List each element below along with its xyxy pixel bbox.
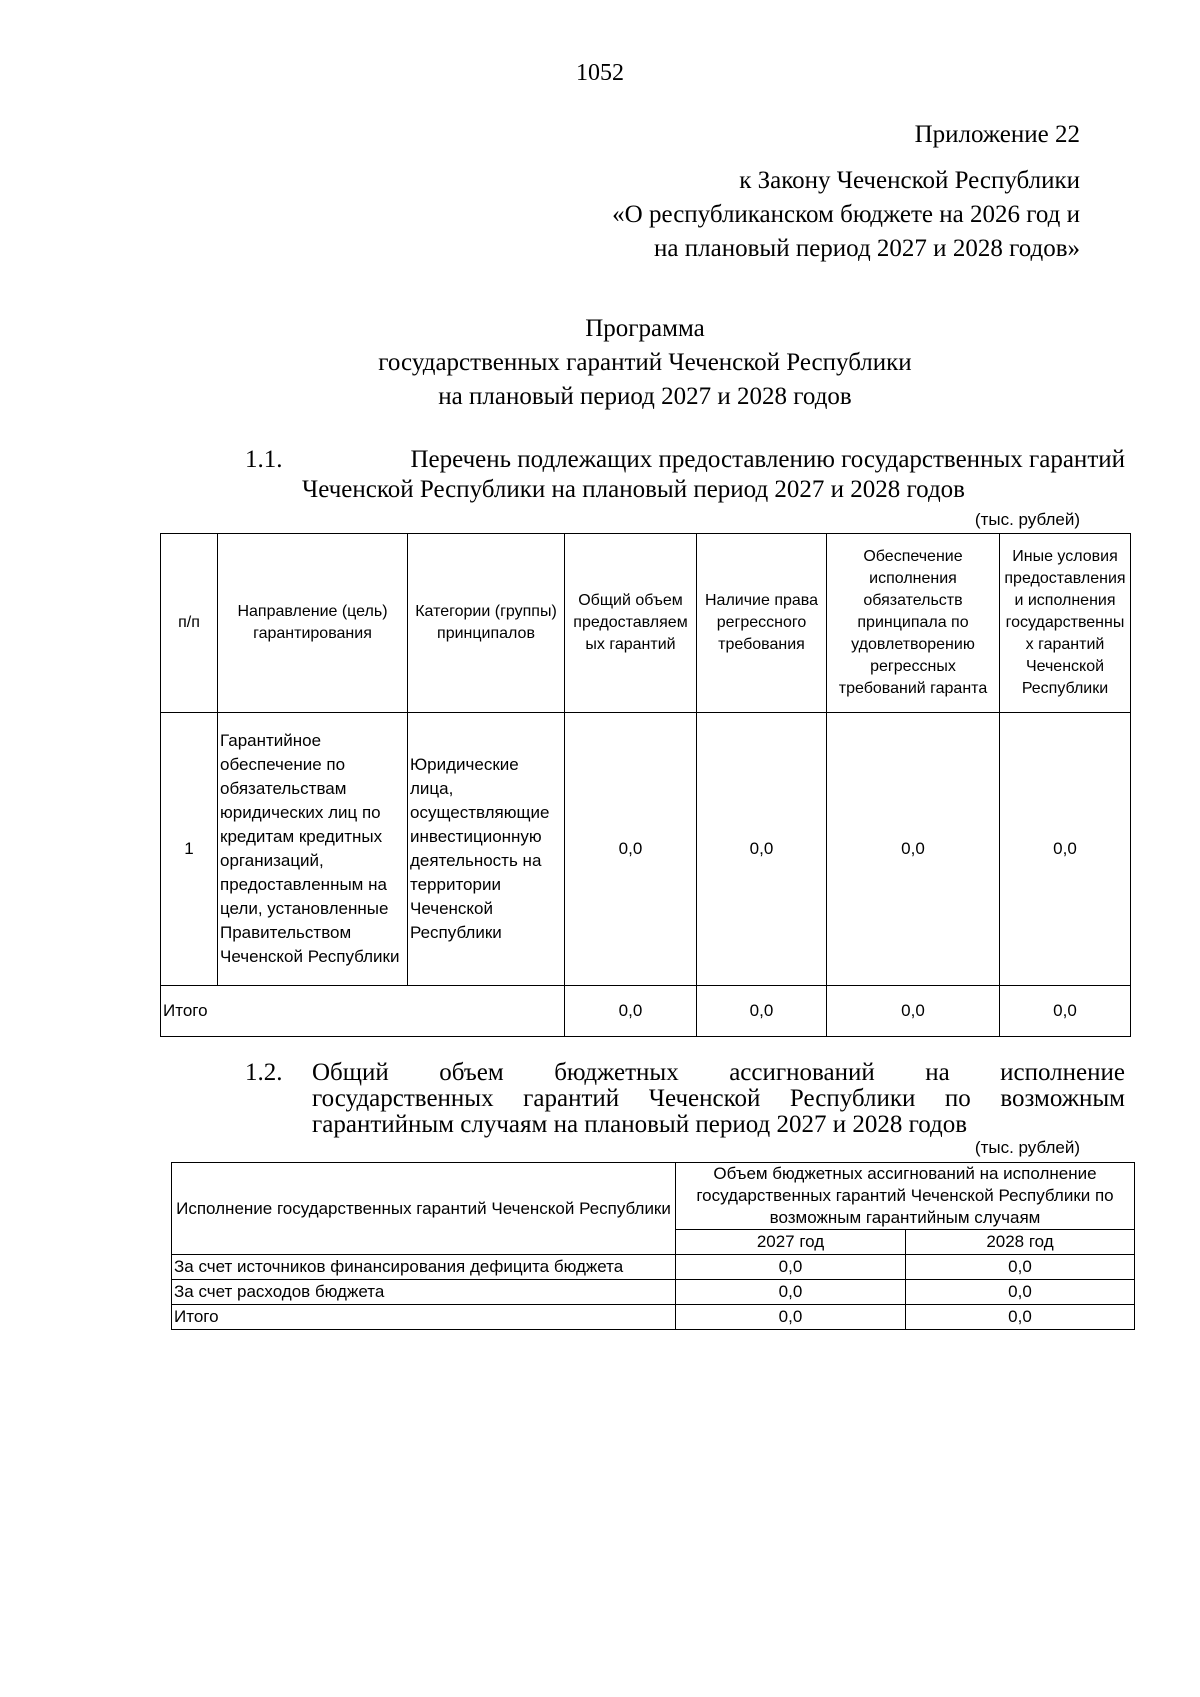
allocations-header-row [172, 1163, 1135, 1230]
section-2-number: 1.2. [245, 1059, 283, 1086]
section-2-line-3: гарантийным случаям на плановый период 2027 и 2028 годов [312, 1111, 968, 1138]
section-1-units: (тыс. рублей) [974, 510, 1080, 529]
allocation-2028: 0,0 [906, 1255, 1135, 1280]
table-row [172, 1305, 1135, 1330]
table-total-row [161, 986, 1131, 1037]
header-direction: Направление (цель) гарантирования [218, 534, 408, 713]
section-2-units: (тыс. рублей) [974, 1138, 1080, 1157]
row-security: 0,0 [827, 713, 1000, 986]
appendix-line-3: на плановый период 2027 и 2028 годов» [654, 235, 1080, 262]
appendix-line-2: «О республиканском бюджете на 2026 год и [612, 201, 1080, 228]
allocation-label: За счет расходов бюджета [172, 1280, 676, 1305]
row-volume: 0,0 [565, 713, 697, 986]
row-num: 1 [161, 713, 218, 986]
header-num: п/п [161, 534, 218, 713]
header-volume: Общий объем предоставляем ых гарантий [565, 534, 697, 713]
year-2027: 2027 год [676, 1230, 906, 1255]
section-2-line-2: государственных гарантий Чеченской Республики по возможным [312, 1085, 1125, 1112]
table-row [161, 713, 1131, 986]
section-1-heading-row [245, 445, 1125, 475]
program-title-line-3: на плановый период 2027 и 2028 годов [438, 383, 852, 410]
section-1-number: 1.1. [245, 446, 283, 473]
allocation-2027: 0,0 [676, 1255, 906, 1280]
allocation-2027: 0,0 [676, 1305, 906, 1330]
total-label: Итого [161, 986, 565, 1037]
row-regress: 0,0 [697, 713, 827, 986]
appendix-title: Приложение 22 [914, 121, 1080, 148]
row-direction: Гарантийное обеспечение по обязательствам юридических лиц по кредитам кредитных организаций, предоставленным на цели, установленные Правительством Чеченской Республики [218, 713, 408, 986]
allocation-2027: 0,0 [676, 1280, 906, 1305]
allocation-label: За счет источников финансирования дефицита бюджета [172, 1255, 676, 1280]
total-security: 0,0 [827, 986, 1000, 1037]
total-volume: 0,0 [565, 986, 697, 1037]
total-other: 0,0 [1000, 986, 1131, 1037]
row-other: 0,0 [1000, 713, 1131, 986]
year-2028: 2028 год [906, 1230, 1135, 1255]
header-security: Обеспечение исполнения обязательств принципала по удовлетворению регрессных требований гаранта [827, 534, 1000, 713]
allocation-2028: 0,0 [906, 1305, 1135, 1330]
section-1-line-2: Чеченской Республики на плановый период 2027 и 2028 годов [302, 476, 965, 503]
allocations-header-right: Объем бюджетных ассигнований на исполнение государственных гарантий Чеченской Республики по возможным гарантийным случаям [676, 1163, 1135, 1230]
total-regress: 0,0 [697, 986, 827, 1037]
row-category: Юридические лица, осуществляющие инвестиционную деятельность на территории Чеченской Республики [408, 713, 565, 986]
section-2-heading-row [245, 1060, 1125, 1086]
header-other: Иные условия предоставления и исполнения государственны х гарантий Чеченской Республики [1000, 534, 1131, 713]
allocation-2028: 0,0 [906, 1280, 1135, 1305]
section-2-heading [245, 1060, 1125, 1138]
table-row [172, 1280, 1135, 1305]
allocation-label: Итого [172, 1305, 676, 1330]
section-1-line-1: Перечень подлежащих предоставлению государственных гарантий [410, 446, 1125, 473]
appendix-line-1: к Закону Чеченской Республики [739, 167, 1080, 194]
page-number: 1052 [576, 60, 624, 86]
program-title-line-1: Программа [585, 315, 705, 342]
header-category: Категории (группы) принципалов [408, 534, 565, 713]
section-1-heading [245, 445, 1125, 505]
section-2-line-1: Общий объем бюджетных ассигнований на исполнение [312, 1059, 1125, 1086]
table-header-row [161, 534, 1131, 713]
appendix-law-reference [612, 164, 1080, 266]
table-row [172, 1255, 1135, 1280]
header-regress: Наличие права регрессного требования [697, 534, 827, 713]
program-title-line-2: государственных гарантий Чеченской Республики [378, 349, 912, 376]
allocations-table [171, 1162, 1135, 1330]
program-title [0, 312, 1200, 414]
allocations-header-left: Исполнение государственных гарантий Чеченской Республики [172, 1163, 676, 1255]
guarantees-table [160, 533, 1131, 1037]
